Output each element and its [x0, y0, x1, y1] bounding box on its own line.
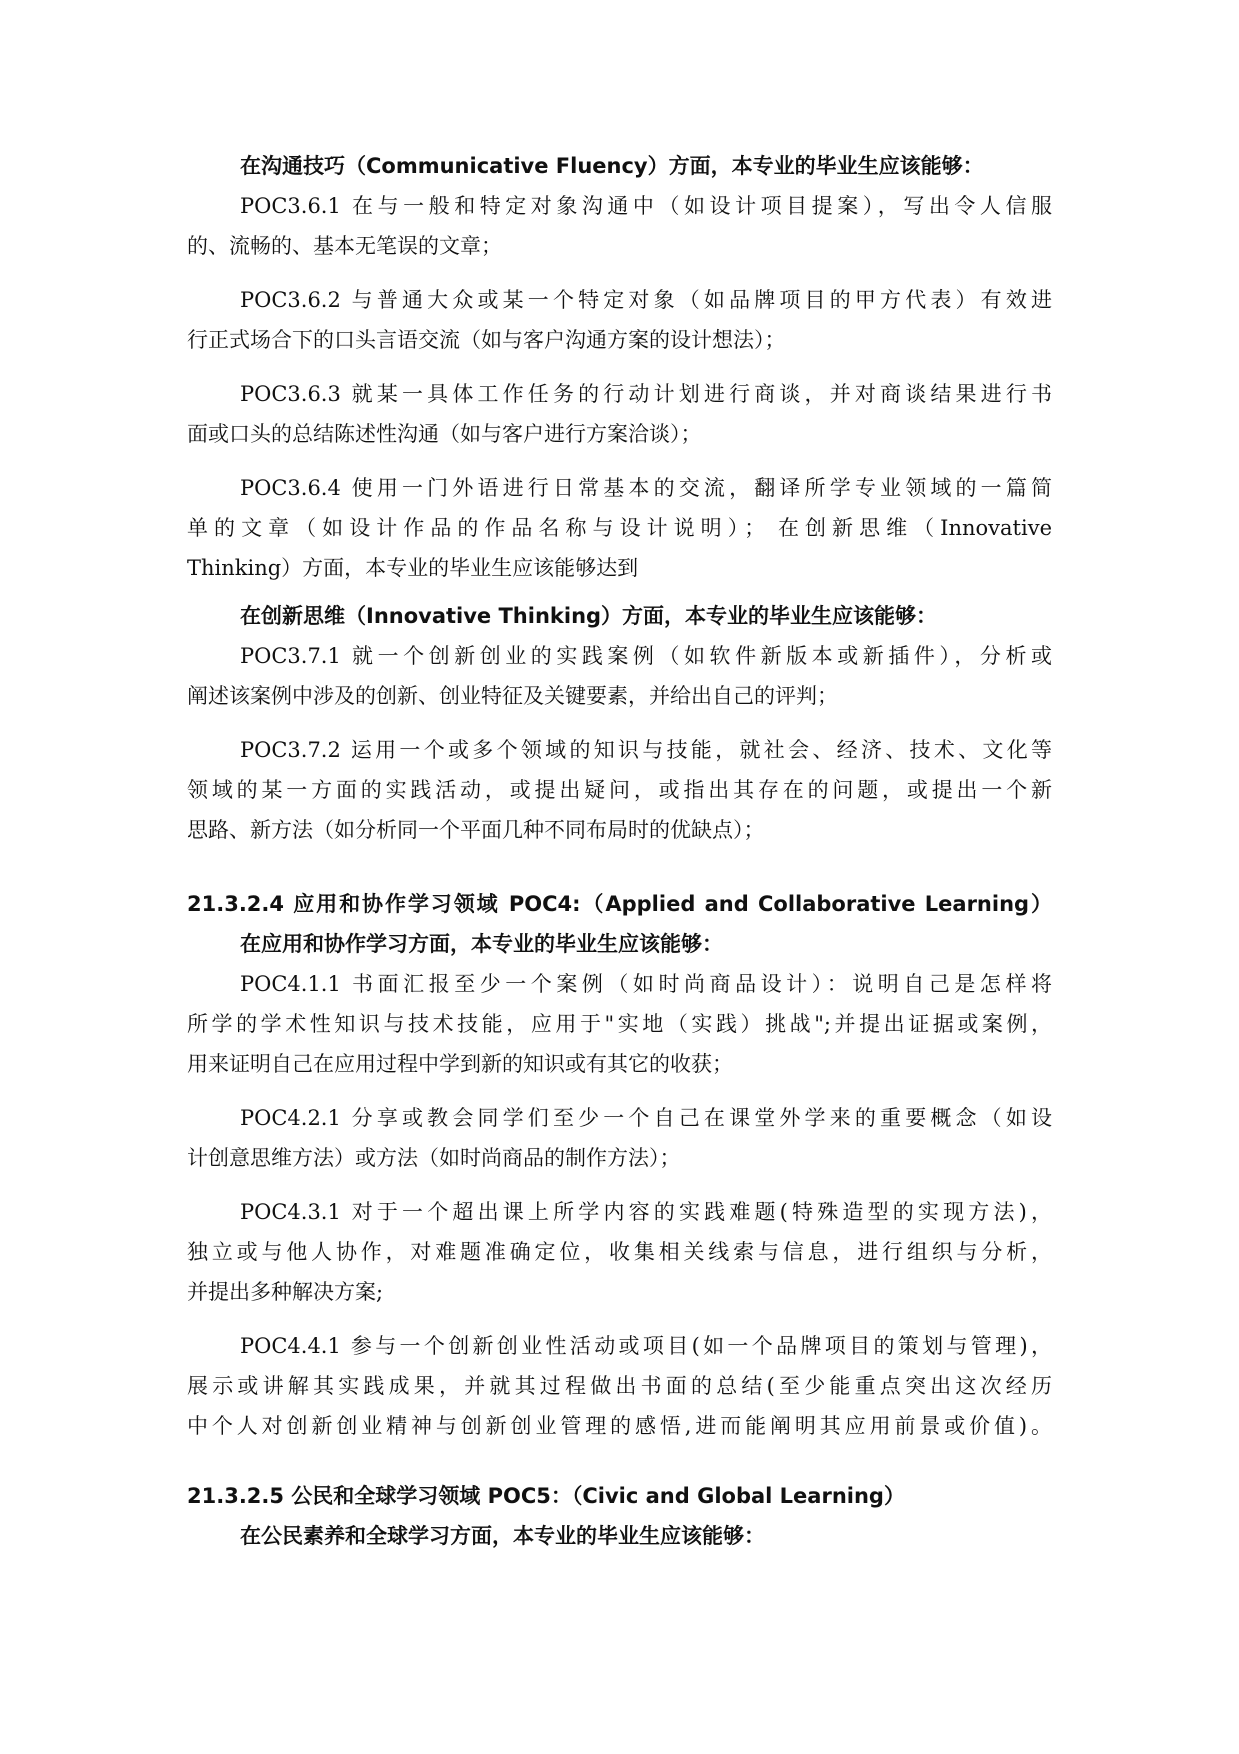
- section-heading-applied: 在应用和协作学习方面，本专业的毕业生应该能够：: [240, 932, 723, 956]
- paragraph-line: 并提出多种解决方案;: [187, 1280, 384, 1304]
- paragraph-line: 面或口头的总结陈述性沟通（如与客户进行方案洽谈）；: [187, 422, 702, 446]
- paragraph-line: 所学的学术性知识与技术技能，应用于"实地（实践）挑战";并提出证据或案例，: [187, 1012, 1052, 1036]
- paragraph-line: POC3.6.2 与普通大众或某一个特定对象（如品牌项目的甲方代表）有效进: [240, 288, 1052, 312]
- paragraph-line: Thinking）方面，本专业的毕业生应该能够达到: [187, 556, 639, 580]
- paragraph-line: POC3.7.1 就一个创新创业的实践案例（如软件新版本或新插件），分析或: [240, 644, 1052, 668]
- paragraph-line: 中个人对创新创业精神与创新创业管理的感悟,进而能阐明其应用前景或价值)。: [187, 1414, 1052, 1438]
- section-title-applied: 21.3.2.4 应用和协作学习领域 POC4:（Applied and Collaborative Learning）: [187, 892, 1052, 916]
- paragraph-line: POC4.4.1 参与一个创新创业性活动或项目(如一个品牌项目的策划与管理)，: [240, 1334, 1052, 1358]
- paragraph-line: POC3.6.3 就某一具体工作任务的行动计划进行商谈，并对商谈结果进行书: [240, 382, 1052, 406]
- section-heading-innovation: 在创新思维（Innovative Thinking）方面，本专业的毕业生应该能够：: [240, 604, 938, 628]
- paragraph-line: 计创意思维方法）或方法（如时尚商品的制作方法）；: [187, 1146, 681, 1170]
- paragraph-line: 行正式场合下的口头言语交流（如与客户沟通方案的设计想法）；: [187, 328, 786, 352]
- paragraph-line: 用来证明自己在应用过程中学到新的知识或有其它的收获；: [187, 1052, 733, 1076]
- paragraph-line: POC3.7.2 运用一个或多个领域的知识与技能，就社会、经济、技术、文化等: [240, 738, 1052, 762]
- paragraph-line: 思路、新方法（如分析同一个平面几种不同布局时的优缺点）；: [187, 818, 765, 842]
- paragraph-line: POC3.6.4 使用一门外语进行日常基本的交流，翻译所学专业领域的一篇简: [240, 476, 1052, 500]
- paragraph-line: POC3.6.1 在与一般和特定对象沟通中（如设计项目提案），写出令人信服: [240, 194, 1052, 218]
- paragraph-line: 单的文章（如设计作品的作品名称与设计说明）； 在创新思维（Innovative: [187, 516, 1052, 540]
- section-heading-communication: 在沟通技巧（Communicative Fluency）方面，本专业的毕业生应该能够：: [240, 154, 984, 178]
- paragraph-line: POC4.2.1 分享或教会同学们至少一个自己在课堂外学来的重要概念（如设: [240, 1106, 1052, 1130]
- paragraph-line: 展示或讲解其实践成果，并就其过程做出书面的总结(至少能重点突出这次经历: [187, 1374, 1052, 1398]
- paragraph-line: 独立或与他人协作，对难题准确定位，收集相关线索与信息，进行组织与分析，: [187, 1240, 1052, 1264]
- paragraph-line: 阐述该案例中涉及的创新、创业特征及关键要素，并给出自己的评判；: [187, 684, 838, 708]
- paragraph-line: POC4.3.1 对于一个超出课上所学内容的实践难题(特殊造型的实现方法)，: [240, 1200, 1052, 1224]
- section-heading-civic: 在公民素养和全球学习方面，本专业的毕业生应该能够：: [240, 1524, 765, 1548]
- paragraph-line: 的、流畅的、基本无笔误的文章；: [187, 234, 502, 258]
- paragraph-line: POC4.1.1 书面汇报至少一个案例（如时尚商品设计）：说明自己是怎样将: [240, 972, 1052, 996]
- section-title-civic: 21.3.2.5 公民和全球学习领域 POC5：（Civic and Global Learning）: [187, 1484, 905, 1508]
- paragraph-line: 领域的某一方面的实践活动，或提出疑问，或指出其存在的问题，或提出一个新: [187, 778, 1052, 802]
